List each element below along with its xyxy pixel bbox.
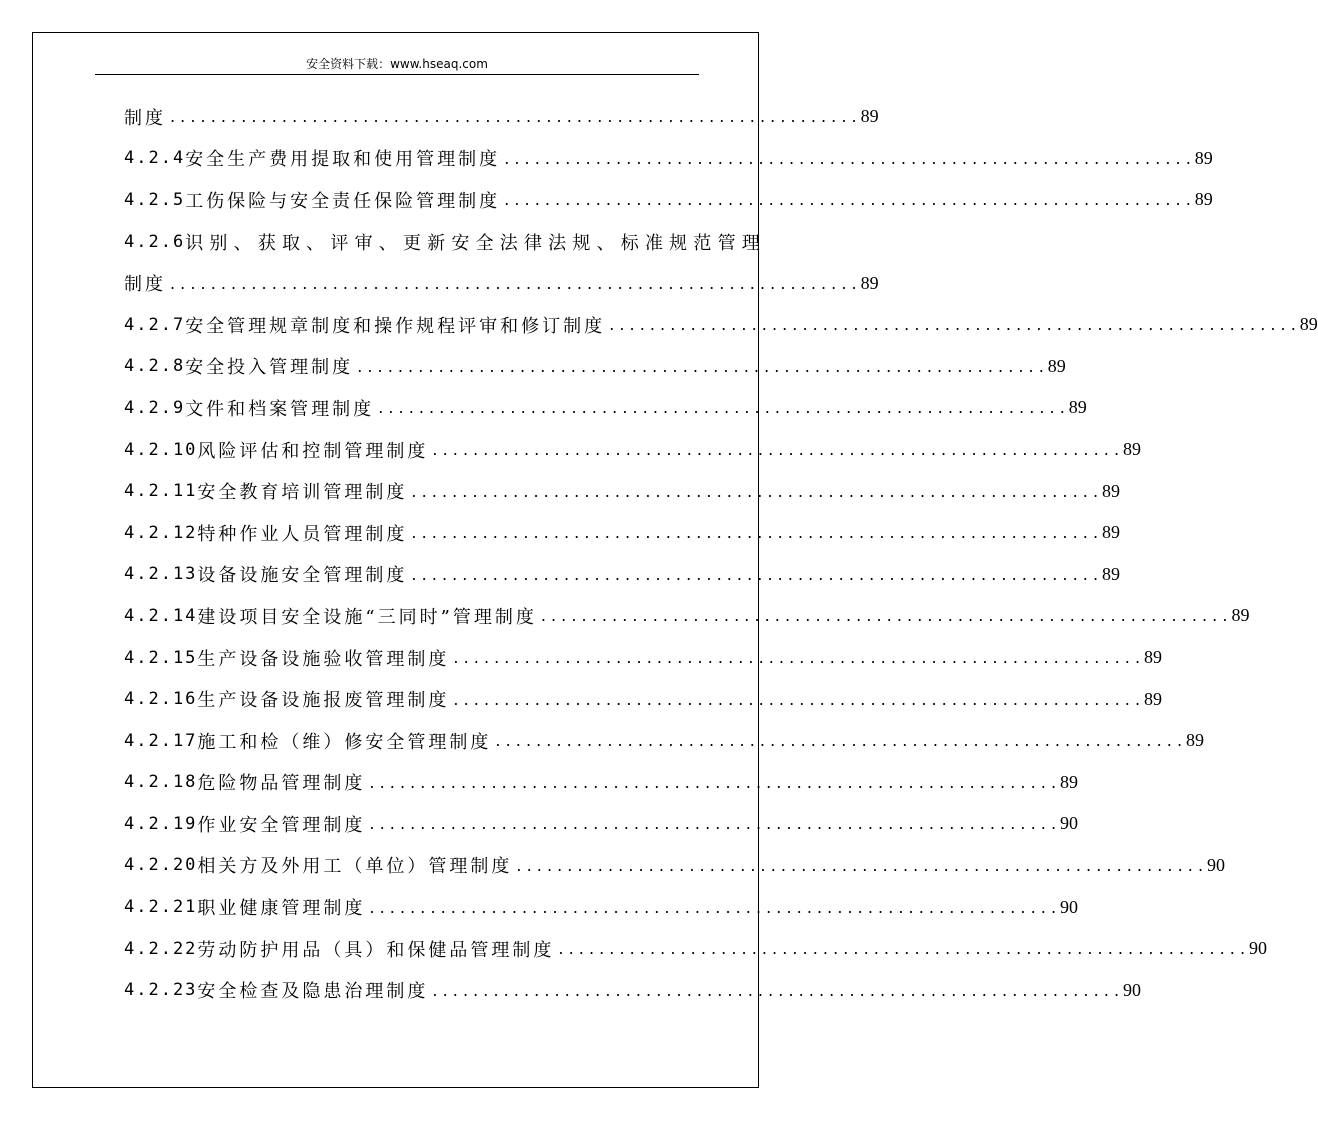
toc-entry-title: 制度: [124, 107, 166, 129]
toc-entry-title: 特种作业人员管理制度: [197, 523, 408, 545]
toc-leader-dots: [558, 939, 1245, 958]
toc-entry-title: 施工和检（维）修安全管理制度: [197, 731, 492, 753]
toc-entry-title: 生产设备设施报废管理制度: [197, 690, 450, 712]
toc-entry-title: 生产设备设施验收管理制度: [197, 648, 450, 670]
toc-leader-dots: [369, 898, 1056, 917]
toc-entry-page: 89: [1144, 688, 1163, 709]
toc-entry[interactable]: [124, 762, 1079, 804]
toc-leader-dots: [453, 648, 1140, 667]
toc-leader-dots: [170, 107, 857, 126]
toc-entry-page: 89: [1231, 605, 1250, 626]
toc-entry[interactable]: [124, 512, 1121, 554]
toc-entry[interactable]: [124, 138, 1213, 180]
toc-entry[interactable]: [124, 720, 1205, 762]
toc-entry-number: 4.2.15: [124, 647, 198, 668]
toc-entry[interactable]: [124, 346, 1066, 388]
toc-entry-number: 4.2.18: [124, 772, 198, 793]
toc-entry-number: 4.2.19: [124, 813, 198, 834]
table-of-contents: [124, 96, 1318, 1011]
toc-entry-title: 安全教育培训管理制度: [197, 482, 408, 504]
page-header: 安全资料下载：www.hseaq.com: [306, 57, 488, 71]
toc-entry-title: 安全投入管理制度: [185, 357, 354, 379]
toc-entry[interactable]: [124, 179, 1213, 221]
toc-leader-dots: [411, 523, 1098, 542]
toc-entry-title: 安全管理规章制度和操作规程评审和修订制度: [185, 315, 606, 337]
toc-entry[interactable]: [124, 678, 1163, 720]
toc-entry-title: 文件和档案管理制度: [185, 398, 375, 420]
toc-leader-dots: [357, 357, 1044, 376]
header-divider: [95, 74, 699, 75]
toc-entry-title: 职业健康管理制度: [197, 898, 366, 920]
toc-leader-dots: [432, 440, 1119, 459]
toc-entry[interactable]: [124, 845, 1226, 887]
toc-leader-dots: [504, 190, 1191, 209]
toc-entry-number: 4.2.8: [124, 356, 186, 377]
toc-entry-number: 4.2.13: [124, 564, 198, 585]
toc-entry-page: 89: [1194, 147, 1213, 168]
toc-leader-dots: [369, 773, 1056, 792]
toc-leader-dots: [170, 274, 857, 293]
toc-entry-page: 90: [1207, 854, 1226, 875]
toc-entry-number: 4.2.5: [124, 189, 186, 210]
toc-entry-title: 安全生产费用提取和使用管理制度: [185, 149, 501, 171]
toc-leader-dots: [432, 981, 1119, 1000]
toc-entry-page: 89: [1068, 397, 1087, 418]
toc-entry[interactable]: [124, 595, 1250, 637]
toc-entry[interactable]: [124, 221, 766, 263]
toc-entry-page: 90: [1060, 813, 1079, 834]
toc-leader-dots: [495, 731, 1182, 750]
toc-leader-dots: [411, 565, 1098, 584]
toc-leader-dots: [453, 690, 1140, 709]
toc-entry-page: 89: [1047, 355, 1066, 376]
toc-entry-page: 90: [1060, 896, 1079, 917]
toc-entry-number: 4.2.11: [124, 481, 198, 502]
toc-entry-title: 作业安全管理制度: [197, 814, 366, 836]
toc-leader-dots: [541, 606, 1228, 625]
toc-entry-page: 89: [1060, 771, 1079, 792]
toc-entry[interactable]: [124, 470, 1121, 512]
toc-entry-number: 4.2.20: [124, 855, 198, 876]
toc-leader-dots: [378, 398, 1065, 417]
toc-entry[interactable]: [124, 429, 1142, 471]
toc-entry-page: 89: [1194, 189, 1213, 210]
toc-leader-dots: [609, 315, 1296, 334]
toc-leader-dots: [369, 814, 1056, 833]
toc-entry-page: 89: [860, 272, 879, 293]
toc-entry-title: 制度: [124, 274, 166, 296]
toc-leader-dots: [411, 482, 1098, 501]
toc-entry-number: 4.2.23: [124, 980, 198, 1001]
toc-entry-number: 4.2.21: [124, 897, 198, 918]
toc-entry-page: 89: [1144, 647, 1163, 668]
toc-entry-number: 4.2.12: [124, 522, 198, 543]
toc-entry-title: 劳动防护用品（具）和保健品管理制度: [197, 939, 555, 961]
toc-entry[interactable]: [124, 803, 1079, 845]
toc-entry-number: 4.2.22: [124, 938, 198, 959]
toc-entry-page: 89: [1299, 314, 1318, 335]
toc-entry-title: 识别、获取、评审、更新安全法律法规、标准规范管理: [185, 232, 766, 254]
toc-entry-number: 4.2.6: [124, 231, 186, 252]
toc-entry-number: 4.2.4: [124, 148, 186, 169]
toc-leader-dots: [504, 149, 1191, 168]
toc-entry[interactable]: [124, 886, 1079, 928]
toc-entry-page: 89: [1102, 522, 1121, 543]
toc-entry[interactable]: [124, 637, 1163, 679]
toc-entry[interactable]: [124, 387, 1087, 429]
toc-entry[interactable]: [124, 304, 1318, 346]
toc-entry[interactable]: [124, 928, 1268, 970]
toc-entry-title: 安全检查及隐患治理制度: [197, 981, 429, 1003]
toc-entry-page: 89: [1102, 480, 1121, 501]
toc-entry-title: 工伤保险与安全责任保险管理制度: [185, 190, 501, 212]
toc-entry-title: 设备设施安全管理制度: [197, 565, 408, 587]
toc-leader-dots: [516, 856, 1203, 875]
toc-entry-title: 危险物品管理制度: [197, 773, 366, 795]
toc-entry-number: 4.2.10: [124, 439, 198, 460]
toc-entry-page: 89: [1186, 730, 1205, 751]
toc-entry-title: 风险评估和控制管理制度: [197, 440, 429, 462]
toc-entry-title: 建设项目安全设施“三同时”管理制度: [197, 606, 537, 628]
toc-entry-page: 89: [860, 106, 879, 127]
toc-entry[interactable]: [124, 96, 879, 138]
toc-entry-title: 相关方及外用工（单位）管理制度: [197, 856, 513, 878]
toc-entry-number: 4.2.17: [124, 730, 198, 751]
toc-entry-number: 4.2.9: [124, 397, 186, 418]
toc-entry-page: 90: [1249, 938, 1268, 959]
toc-entry-page: 90: [1123, 979, 1142, 1000]
toc-entry[interactable]: [124, 554, 1121, 596]
toc-entry-number: 4.2.16: [124, 689, 198, 710]
toc-entry-number: 4.2.14: [124, 605, 198, 626]
toc-entry-number: 4.2.7: [124, 314, 186, 335]
toc-entry-page: 89: [1123, 439, 1142, 460]
toc-entry[interactable]: [124, 969, 1142, 1011]
toc-entry[interactable]: [124, 262, 879, 304]
toc-entry-page: 89: [1102, 563, 1121, 584]
